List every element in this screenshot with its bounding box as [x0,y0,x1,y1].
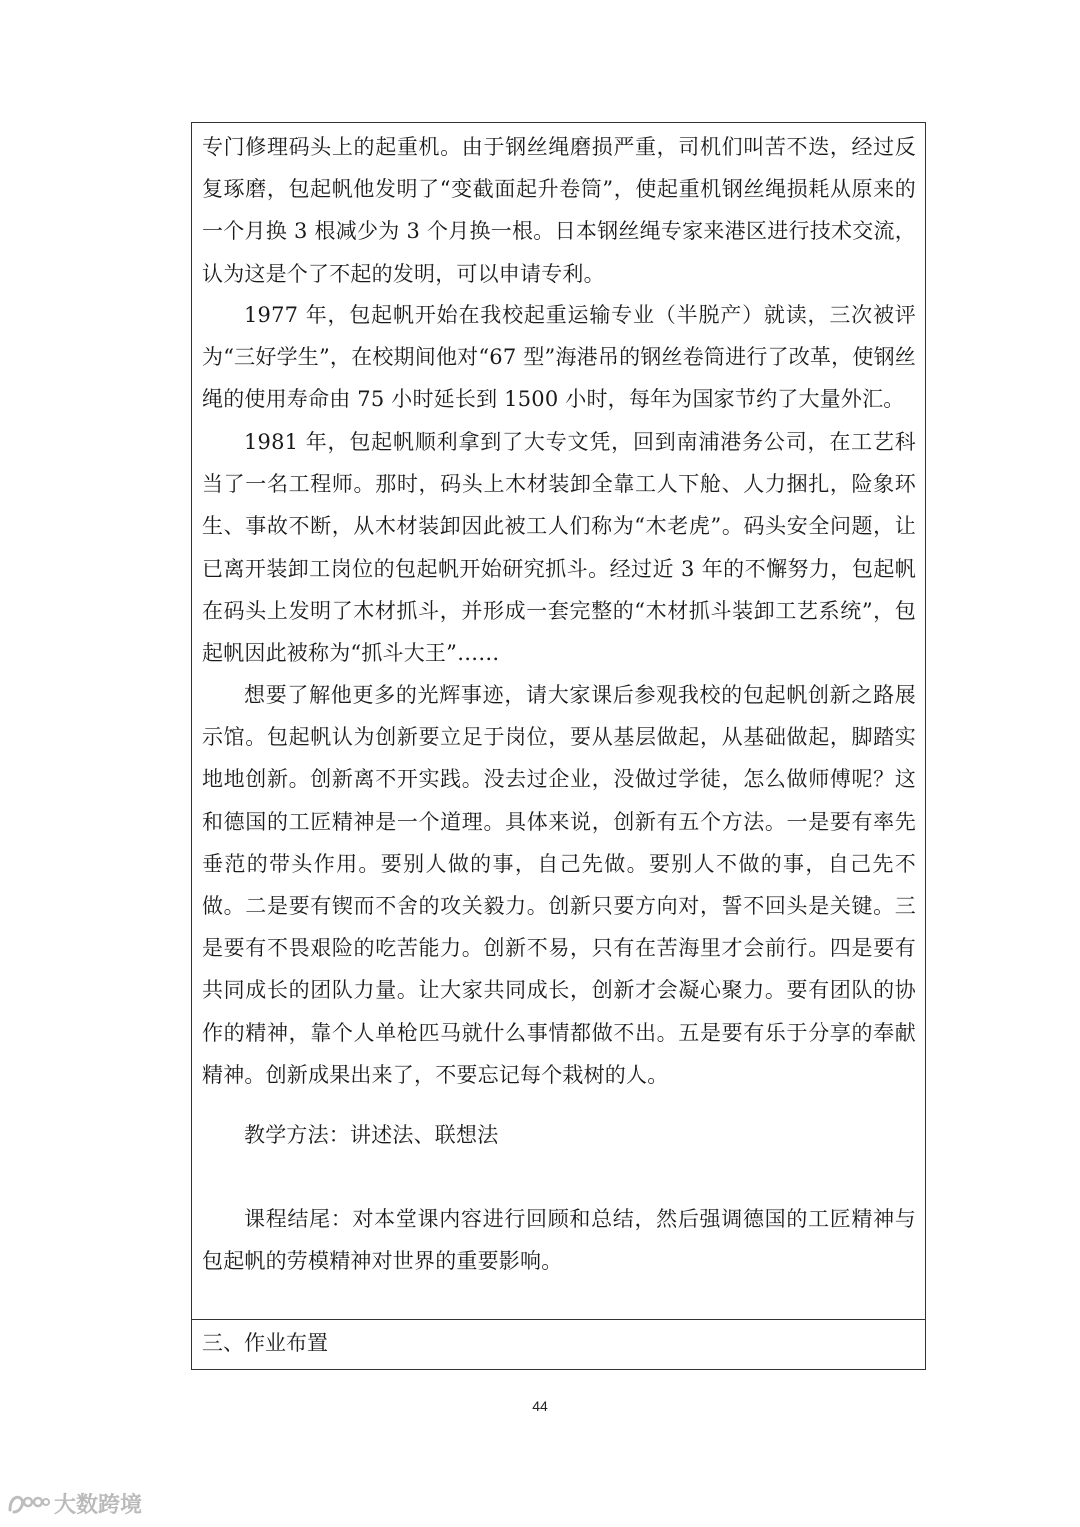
section-title-homework: 三、作业布置 [202,1331,328,1355]
paragraph-course-ending: 课程结尾：对本堂课内容进行回顾和总结，然后强调德国的工匠精神与包起帆的劳模精神对世界的重要影响。 [202,1207,916,1274]
homework-section-cell [192,1320,925,1369]
paragraph-innovation-methods: 想要了解他更多的光辉事迹，请大家课后参观我校的包起帆创新之路展示馆。包起帆认为创新要立足于岗位，要从基层做起，从基础做起，脚踏实地地创新。创新离不开实践。没去过企业，没做过学徒，怎么做师傅呢？这和德国的工匠精神是一个道理。具体来说，创新有五个方法。一是要有率先垂范的带头作用。要别人做的事，自己先做。要别人不做的事，自己先不做。二是要有锲而不舍的攻关毅力。创新只要方向对，誓不回头是关键。三是要有不畏艰险的吃苦能力。创新不易，只有在苦海里才会前行。四是要有共同成长的团队力量。让大家共同成长，创新才会凝心聚力。要有团队的协作的精神，靠个人单枪匹马就什么事情都做不出。五是要有乐于分享的奉献精神。创新成果出来了，不要忘记每个栽树的人。 [202,683,916,1087]
paragraph-1981: 1981 年，包起帆顺利拿到了大专文凭，回到南浦港务公司，在工艺科当了一名工程师。那时，码头上木材装卸全靠工人下舱、人力捆扎，险象环生、事故不断，从木材装卸因此被工人们称为“木老虎”。码头安全问题，让已离开装卸工岗位的包起帆开始研究抓斗。经过近 3 年的不懈努力，包起帆在码头上发明了木材抓斗，并形成一套完整的“木材抓斗装卸工艺系统”，包起帆因此被称为“抓斗大王”…… [202,430,916,666]
paragraph-crane-invention: 专门修理码头上的起重机。由于钢丝绳磨损严重，司机们叫苦不迭，经过反复琢磨，包起帆他发明了“变截面起升卷筒”，使起重机钢丝绳损耗从原来的一个月换 3 根减少为 3 个月换一根。日本钢丝绳专家来港区进行技术交流，认为这是个了不起的发明，可以申请专利。 [202,135,916,286]
watermark [6,1488,142,1519]
lesson-content-cell [192,123,925,1320]
logo-icon [6,1490,50,1518]
page-number: 44 [532,1398,548,1414]
lesson-table [191,122,926,1370]
paragraph-1977: 1977 年，包起帆开始在我校起重运输专业（半脱产）就读，三次被评为“三好学生”，在校期间他对“67 型”海港吊的钢丝卷筒进行了改革，使钢丝绳的使用寿命由 75 小时延长到 1500 小时，每年为国家节约了大量外汇。 [202,303,916,412]
watermark-text: 大数跨境 [54,1493,143,1518]
paragraph-teaching-method: 教学方法：讲述法、联想法 [244,1123,499,1147]
